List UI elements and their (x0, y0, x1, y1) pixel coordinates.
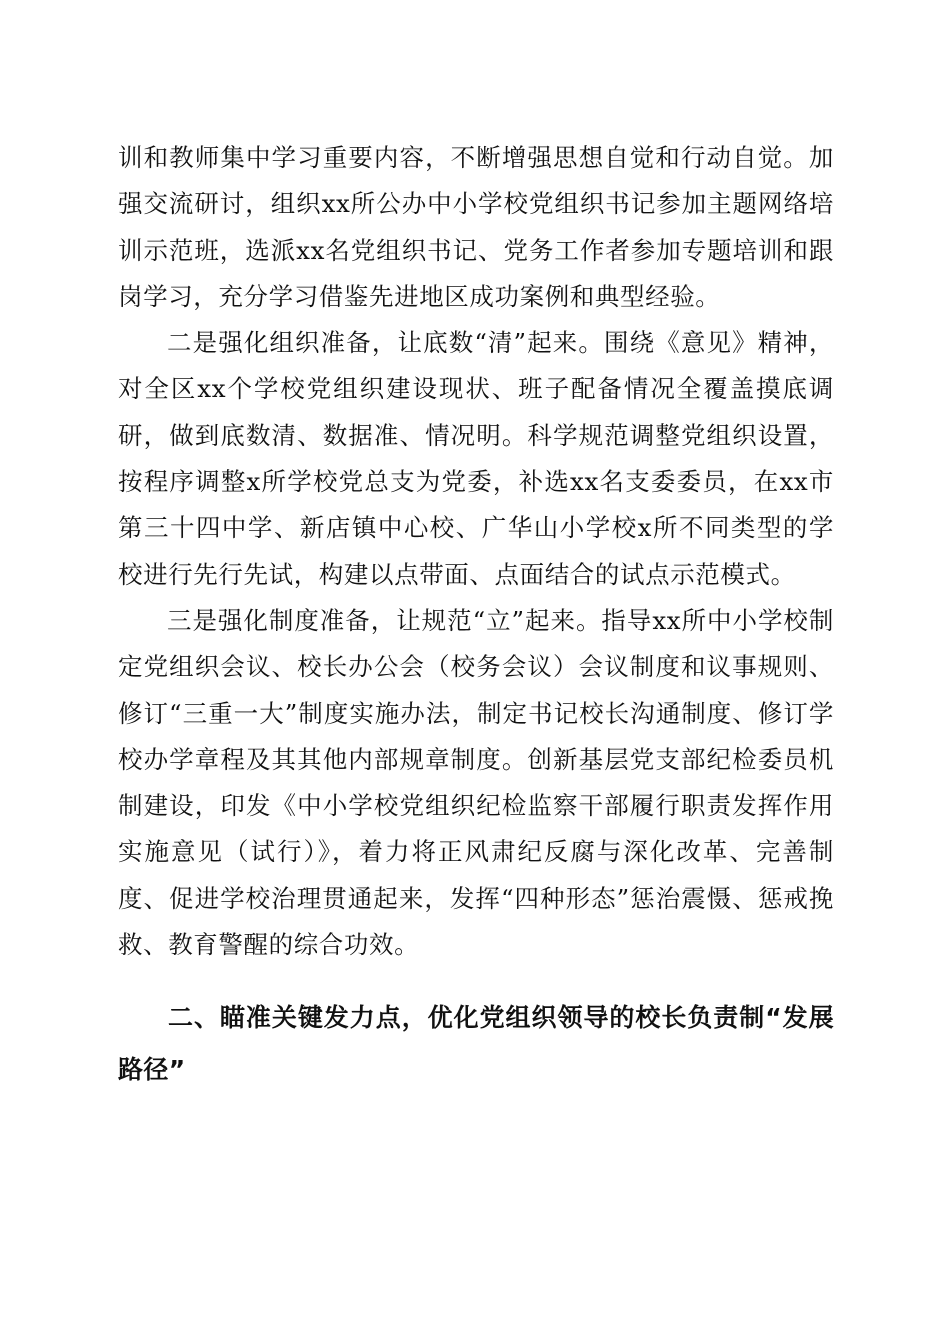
section-heading: 二、瞄准关键发力点，优化党组织领导的校长负责制“发展路径” (118, 1003, 834, 1084)
paragraph-organization-prep: 二是强化组织准备，让底数“清”起来。围绕《意见》精神，对全区xx个学校党组织建设现状、班子配备情况全覆盖摸底调研，做到底数清、数据准、情况明。科学规范调整党组织设置，按程序调整x所学校党总支为党委，补选xx名支委委员，在xx市第三十四中学、新店镇中心校、广华山小学校x所不同类型的学校进行先行先试，构建以点带面、点面结合的试点示范模式。 (118, 328, 834, 589)
body-text (118, 135, 834, 968)
paragraph-continuation: 训和教师集中学习重要内容，不断增强思想自觉和行动自觉。加强交流研讨，组织xx所公办中小学校党组织书记参加主题网络培训示范班，选派xx名党组织书记、党务工作者参加专题培训和跟岗学习，充分学习借鉴先进地区成功案例和典型经验。 (118, 143, 834, 311)
paragraph-system-prep: 三是强化制度准备，让规范“立”起来。指导xx所中小学校制定党组织会议、校长办公会（校务会议）会议制度和议事规则、修订“三重一大”制度实施办法，制定书记校长沟通制度、修订学校办学章程及其其他内部规章制度。创新基层党支部纪检委员机制建设，印发《中小学校党组织纪检监察干部履行职责发挥作用实施意见（试行）》，着力将正风肃纪反腐与深化改革、完善制度、促进学校治理贯通起来，发挥“四种形态”惩治震慑、惩戒挽救、教育警醒的综合功效。 (118, 605, 834, 960)
